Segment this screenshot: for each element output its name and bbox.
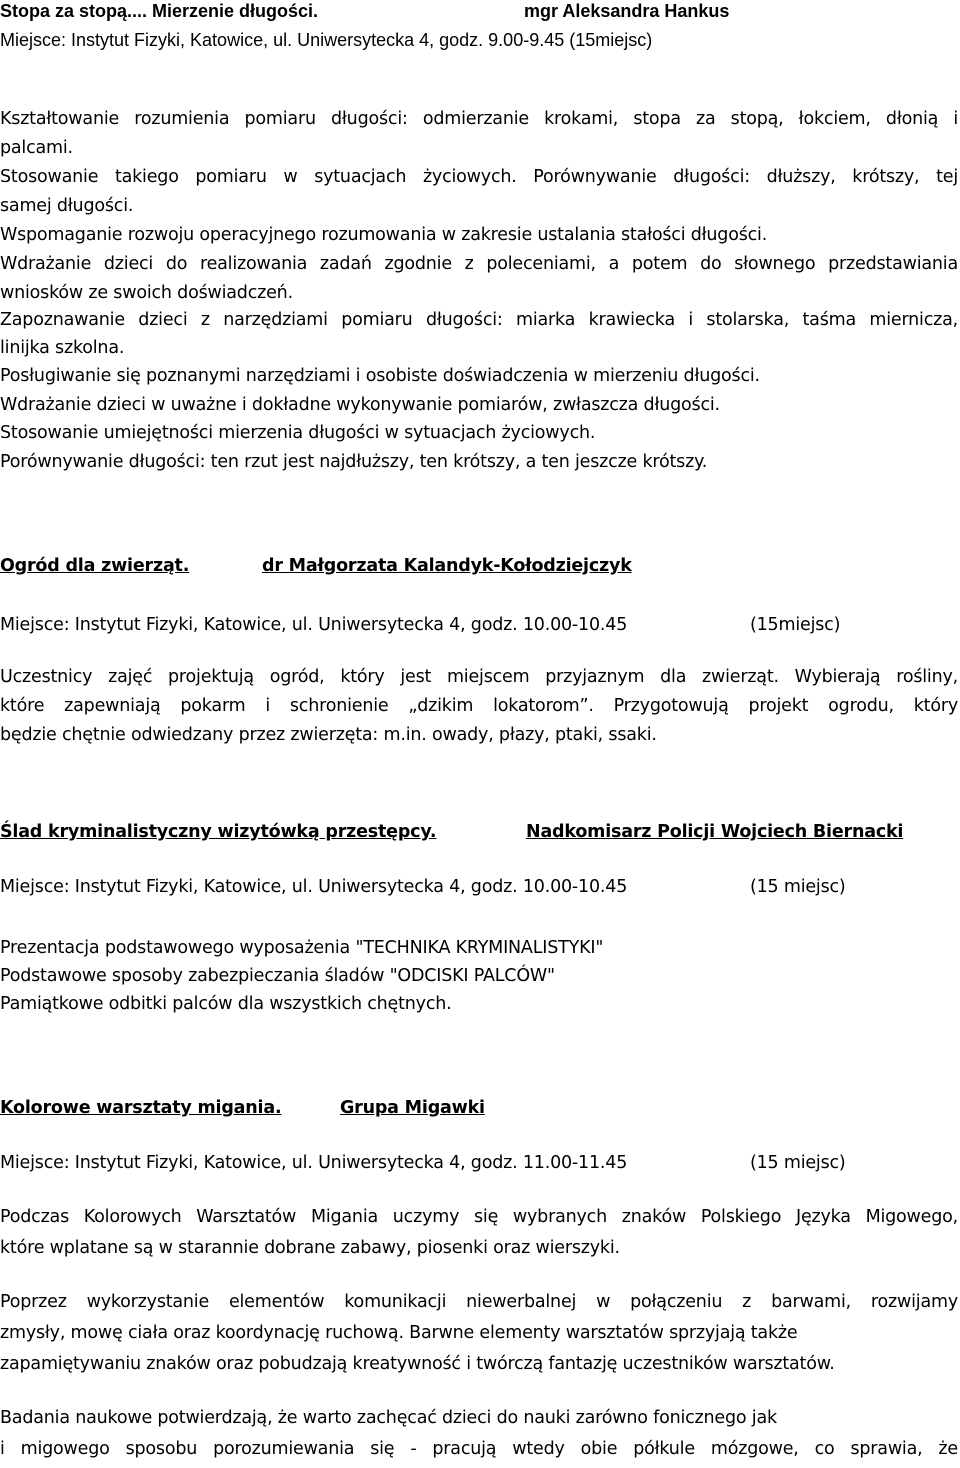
paragraph-line: zmysły, mowę ciała oraz koordynację ruchową. Barwne elementy warsztatów sprzyjają także xyxy=(0,1323,798,1343)
paragraph-line: Prezentacja podstawowego wyposażenia "TECHNIKA KRYMINALISTYKI" xyxy=(0,938,604,958)
presenter-name: Nadkomisarz Policji Wojciech Biernacki xyxy=(526,822,904,842)
location-line: Miejsce: Instytut Fizyki, Katowice, ul. Uniwersytecka 4, godz. 10.00-10.45 xyxy=(0,877,628,897)
presenter-name: mgr Aleksandra Hankus xyxy=(524,1,730,21)
paragraph-line: będzie chętnie odwiedzany przez zwierzęta: m.in. owady, płazy, ptaki, ssaki. xyxy=(0,725,657,745)
paragraph-line: Stosowanie umiejętności mierzenia długości w sytuacjach życiowych. xyxy=(0,423,596,443)
paragraph-line: zapamiętywaniu znaków oraz pobudzają kreatywność i twórczą fantazję uczestników warsztatów. xyxy=(0,1354,835,1374)
paragraph-line: Podstawowe sposoby zabezpieczania śladów "ODCISKI PALCÓW" xyxy=(0,966,555,986)
paragraph-line: Badania naukowe potwierdzają, że warto zachęcać dzieci do nauki zarówno fonicznego jak xyxy=(0,1408,777,1428)
location-line: Miejsce: Instytut Fizyki, Katowice, ul. Uniwersytecka 4, godz. 10.00-10.45 xyxy=(0,615,628,635)
paragraph-line: palcami. xyxy=(0,138,73,158)
paragraph-line: linijka szkolna. xyxy=(0,338,125,358)
section-title: Ślad kryminalistyczny wizytówką przestępcy. xyxy=(0,822,437,842)
paragraph-line: i migowego sposobu porozumiewania się - pracują wtedy obie półkule mózgowe, co sprawia, że xyxy=(0,1439,958,1459)
paragraph-line: Pamiątkowe odbitki palców dla wszystkich chętnych. xyxy=(0,994,452,1014)
paragraph-line: Podczas Kolorowych Warsztatów Migania uczymy się wybranych znaków Polskiego Języka Migowego, xyxy=(0,1207,958,1227)
location-line: Miejsce: Instytut Fizyki, Katowice, ul. Uniwersytecka 4, godz. 9.00-9.45 (15miejsc) xyxy=(0,30,653,50)
paragraph-line: które zapewniają pokarm i schronienie „dzikim lokatorom”. Przygotowują projekt ogrodu, który xyxy=(0,696,958,716)
paragraph-line: Kształtowanie rozumienia pomiaru długości: odmierzanie krokami, stopa za stopą, łokciem, dłonią i xyxy=(0,109,958,129)
places-count: (15miejsc) xyxy=(750,615,841,635)
presenter-name: Grupa Migawki xyxy=(340,1098,485,1118)
paragraph-line: Wspomaganie rozwoju operacyjnego rozumowania w zakresie ustalania stałości długości. xyxy=(0,225,768,245)
section-title: Kolorowe warsztaty migania. xyxy=(0,1098,282,1118)
paragraph-line: Wdrażanie dzieci do realizowania zadań zgodnie z poleceniami, a potem do słownego przedstawiania xyxy=(0,254,958,274)
section-title: Stopa za stopą.... Mierzenie długości. xyxy=(0,1,319,21)
paragraph-line: samej długości. xyxy=(0,196,134,216)
presenter-name: dr Małgorzata Kalandyk-Kołodziejczyk xyxy=(262,556,632,576)
places-count: (15 miejsc) xyxy=(750,877,846,897)
paragraph-line: Wdrażanie dzieci w uważne i dokładne wykonywanie pomiarów, zwłaszcza długości. xyxy=(0,395,720,415)
location-line: Miejsce: Instytut Fizyki, Katowice, ul. Uniwersytecka 4, godz. 11.00-11.45 xyxy=(0,1153,628,1173)
paragraph-line: Porównywanie długości: ten rzut jest najdłuższy, ten krótszy, a ten jeszcze krótszy. xyxy=(0,452,708,472)
section-title: Ogród dla zwierząt. xyxy=(0,556,190,576)
places-count: (15 miejsc) xyxy=(750,1153,846,1173)
paragraph-line: Zapoznawanie dzieci z narzędziami pomiaru długości: miarka krawiecka i stolarska, taśma miernicza, xyxy=(0,310,958,330)
paragraph-line: Posługiwanie się poznanymi narzędziami i osobiste doświadczenia w mierzeniu długości. xyxy=(0,366,760,386)
paragraph-line: które wplatane są w starannie dobrane zabawy, piosenki oraz wierszyki. xyxy=(0,1238,620,1258)
paragraph-line: Uczestnicy zajęć projektują ogród, który jest miejscem przyjaznym dla zwierząt. Wybierają rośliny, xyxy=(0,667,958,687)
paragraph-line: Stosowanie takiego pomiaru w sytuacjach życiowych. Porównywanie długości: dłuższy, krótszy, tej xyxy=(0,167,958,187)
paragraph-line: wniosków ze swoich doświadczeń. xyxy=(0,283,293,303)
paragraph-line: Poprzez wykorzystanie elementów komunikacji niewerbalnej w połączeniu z barwami, rozwijamy xyxy=(0,1292,958,1312)
